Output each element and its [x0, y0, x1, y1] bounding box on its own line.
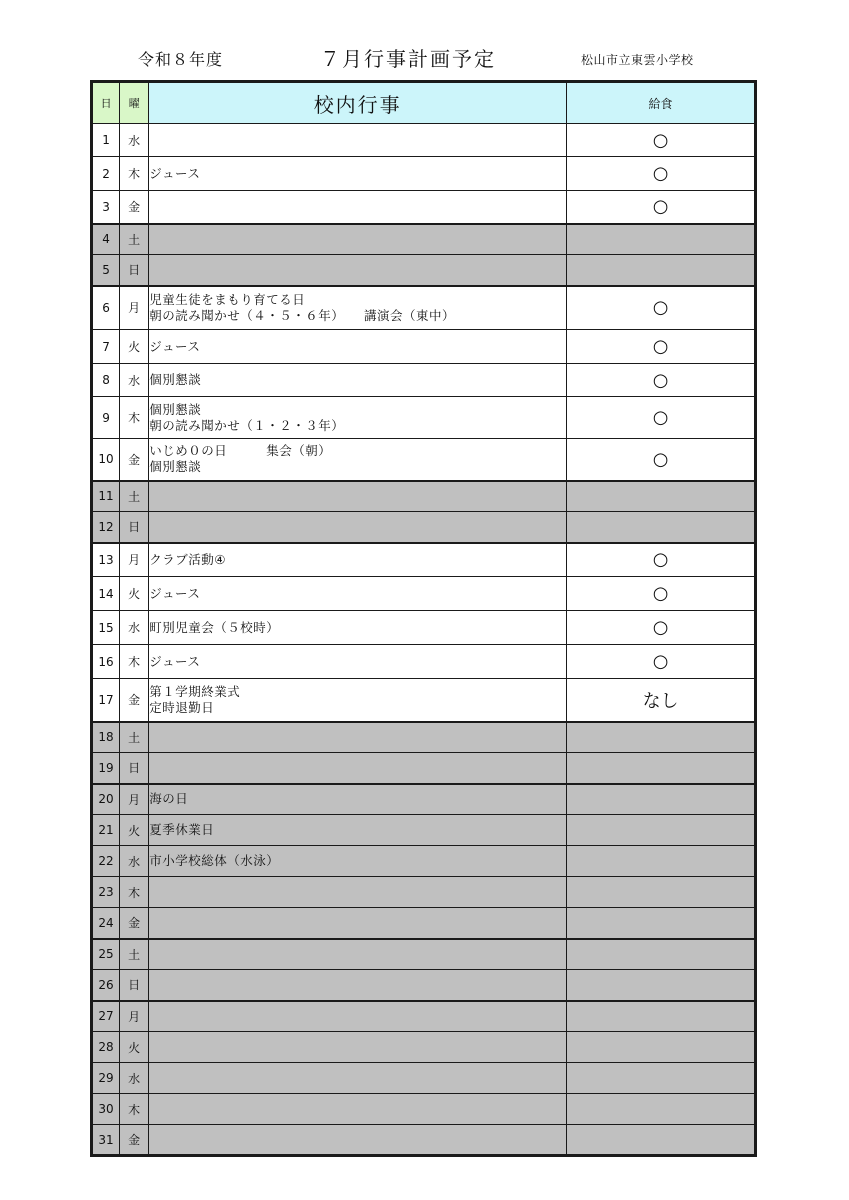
lunch-cell — [567, 722, 756, 753]
day-cell: 23 — [92, 877, 120, 908]
event-cell: 夏季休業日 — [149, 815, 567, 846]
lunch-cell: ○ — [567, 330, 756, 364]
day-cell: 21 — [92, 815, 120, 846]
weekday-cell: 日 — [120, 753, 149, 784]
table-row — [92, 397, 756, 439]
event-cell — [149, 124, 567, 157]
weekday-cell: 金 — [120, 679, 149, 722]
lunch-cell — [567, 1001, 756, 1032]
weekday-cell: 火 — [120, 330, 149, 364]
day-cell: 16 — [92, 645, 120, 679]
table-row — [92, 939, 756, 970]
lunch-cell: ○ — [567, 286, 756, 330]
monthly-schedule-table — [90, 80, 757, 1157]
table-row — [92, 255, 756, 286]
weekday-cell: 金 — [120, 439, 149, 481]
lunch-cell: ○ — [567, 577, 756, 611]
table-row — [92, 364, 756, 397]
day-cell: 18 — [92, 722, 120, 753]
table-row — [92, 191, 756, 224]
lunch-cell: ○ — [567, 611, 756, 645]
weekday-cell: 日 — [120, 255, 149, 286]
event-cell — [149, 255, 567, 286]
table-row — [92, 784, 756, 815]
lunch-cell — [567, 1125, 756, 1156]
table-row — [92, 543, 756, 577]
lunch-cell: なし — [567, 679, 756, 722]
weekday-cell: 水 — [120, 1063, 149, 1094]
lunch-cell: ○ — [567, 191, 756, 224]
lunch-cell: ○ — [567, 645, 756, 679]
column-header-lunch: 給食 — [567, 82, 756, 124]
day-cell: 9 — [92, 397, 120, 439]
day-cell: 8 — [92, 364, 120, 397]
weekday-cell: 水 — [120, 611, 149, 645]
table-header-row — [92, 82, 756, 124]
table-row — [92, 722, 756, 753]
weekday-cell: 月 — [120, 784, 149, 815]
table-row — [92, 577, 756, 611]
lunch-cell — [567, 1063, 756, 1094]
fiscal-year-label: 令和８年度 — [138, 50, 224, 69]
table-row — [92, 815, 756, 846]
table-row — [92, 611, 756, 645]
table-row — [92, 877, 756, 908]
day-cell: 11 — [92, 481, 120, 512]
event-cell — [149, 1001, 567, 1032]
event-cell — [149, 512, 567, 543]
weekday-cell: 水 — [120, 364, 149, 397]
table-row — [92, 1094, 756, 1125]
lunch-cell: ○ — [567, 439, 756, 481]
lunch-cell: ○ — [567, 364, 756, 397]
event-cell: 個別懇談 — [149, 364, 567, 397]
event-cell: 個別懇談 朝の読み聞かせ（１・２・３年） — [149, 397, 567, 439]
day-cell: 3 — [92, 191, 120, 224]
table-row — [92, 330, 756, 364]
weekday-cell: 月 — [120, 1001, 149, 1032]
table-row — [92, 286, 756, 330]
table-row — [92, 1125, 756, 1156]
day-cell: 24 — [92, 908, 120, 939]
event-cell — [149, 722, 567, 753]
weekday-cell: 日 — [120, 970, 149, 1001]
table-row — [92, 481, 756, 512]
weekday-cell: 土 — [120, 481, 149, 512]
schedule-rows — [92, 124, 756, 1156]
day-cell: 2 — [92, 157, 120, 191]
table-row — [92, 1063, 756, 1094]
event-cell: 海の日 — [149, 784, 567, 815]
day-cell: 29 — [92, 1063, 120, 1094]
lunch-cell — [567, 877, 756, 908]
school-name: 松山市立東雲小学校 — [581, 53, 694, 67]
day-cell: 12 — [92, 512, 120, 543]
weekday-cell: 火 — [120, 815, 149, 846]
event-cell: いじめ０の日 集会（朝） 個別懇談 — [149, 439, 567, 481]
table-row — [92, 645, 756, 679]
day-cell: 25 — [92, 939, 120, 970]
day-cell: 7 — [92, 330, 120, 364]
table-row — [92, 970, 756, 1001]
lunch-cell: ○ — [567, 397, 756, 439]
day-cell: 31 — [92, 1125, 120, 1156]
event-cell — [149, 1125, 567, 1156]
weekday-cell: 土 — [120, 939, 149, 970]
weekday-cell: 火 — [120, 577, 149, 611]
lunch-cell: ○ — [567, 157, 756, 191]
day-cell: 27 — [92, 1001, 120, 1032]
table-row — [92, 124, 756, 157]
weekday-cell: 土 — [120, 224, 149, 255]
day-cell: 26 — [92, 970, 120, 1001]
event-cell — [149, 481, 567, 512]
table-row — [92, 846, 756, 877]
lunch-cell — [567, 1094, 756, 1125]
table-row — [92, 679, 756, 722]
day-cell: 17 — [92, 679, 120, 722]
weekday-cell: 木 — [120, 157, 149, 191]
event-cell: 町別児童会（５校時） — [149, 611, 567, 645]
event-cell — [149, 939, 567, 970]
event-cell — [149, 753, 567, 784]
event-cell — [149, 224, 567, 255]
table-row — [92, 439, 756, 481]
event-cell — [149, 908, 567, 939]
day-cell: 6 — [92, 286, 120, 330]
lunch-cell — [567, 224, 756, 255]
day-cell: 20 — [92, 784, 120, 815]
weekday-cell: 金 — [120, 908, 149, 939]
day-cell: 4 — [92, 224, 120, 255]
weekday-cell: 月 — [120, 543, 149, 577]
event-cell — [149, 191, 567, 224]
day-cell: 13 — [92, 543, 120, 577]
day-cell: 10 — [92, 439, 120, 481]
event-cell — [149, 1032, 567, 1063]
weekday-cell: 木 — [120, 1094, 149, 1125]
day-cell: 30 — [92, 1094, 120, 1125]
weekday-cell: 木 — [120, 397, 149, 439]
event-cell: 市小学校総体（水泳） — [149, 846, 567, 877]
table-row — [92, 224, 756, 255]
event-cell: ジュース — [149, 577, 567, 611]
column-header-weekday: 曜 — [120, 82, 149, 124]
event-cell: ジュース — [149, 330, 567, 364]
weekday-cell: 月 — [120, 286, 149, 330]
event-cell: ジュース — [149, 645, 567, 679]
weekday-cell: 金 — [120, 1125, 149, 1156]
event-cell — [149, 1063, 567, 1094]
table-row — [92, 908, 756, 939]
lunch-cell — [567, 481, 756, 512]
event-cell — [149, 877, 567, 908]
table-row — [92, 1001, 756, 1032]
lunch-cell — [567, 908, 756, 939]
table-row — [92, 512, 756, 543]
column-header-events: 校内行事 — [149, 82, 567, 124]
lunch-cell — [567, 1032, 756, 1063]
weekday-cell: 水 — [120, 846, 149, 877]
event-cell: ジュース — [149, 157, 567, 191]
lunch-cell — [567, 939, 756, 970]
event-cell: クラブ活動④ — [149, 543, 567, 577]
event-cell: 児童生徒をまもり育てる日 朝の読み聞かせ（４・５・６年） 講演会（東中） — [149, 286, 567, 330]
day-cell: 1 — [92, 124, 120, 157]
lunch-cell: ○ — [567, 543, 756, 577]
weekday-cell: 日 — [120, 512, 149, 543]
lunch-cell — [567, 784, 756, 815]
weekday-cell: 金 — [120, 191, 149, 224]
day-cell: 28 — [92, 1032, 120, 1063]
page-title: ７月行事計画予定 — [320, 47, 496, 71]
event-cell — [149, 970, 567, 1001]
lunch-cell — [567, 970, 756, 1001]
day-cell: 15 — [92, 611, 120, 645]
table-row — [92, 157, 756, 191]
lunch-cell — [567, 255, 756, 286]
lunch-cell: ○ — [567, 124, 756, 157]
weekday-cell: 木 — [120, 877, 149, 908]
lunch-cell — [567, 846, 756, 877]
day-cell: 19 — [92, 753, 120, 784]
weekday-cell: 水 — [120, 124, 149, 157]
table-row — [92, 753, 756, 784]
event-cell — [149, 1094, 567, 1125]
lunch-cell — [567, 512, 756, 543]
table-row — [92, 1032, 756, 1063]
day-cell: 5 — [92, 255, 120, 286]
lunch-cell — [567, 753, 756, 784]
event-cell: 第１学期終業式 定時退勤日 — [149, 679, 567, 722]
weekday-cell: 木 — [120, 645, 149, 679]
weekday-cell: 火 — [120, 1032, 149, 1063]
day-cell: 22 — [92, 846, 120, 877]
day-cell: 14 — [92, 577, 120, 611]
lunch-cell — [567, 815, 756, 846]
weekday-cell: 土 — [120, 722, 149, 753]
column-header-day: 日 — [92, 82, 120, 124]
